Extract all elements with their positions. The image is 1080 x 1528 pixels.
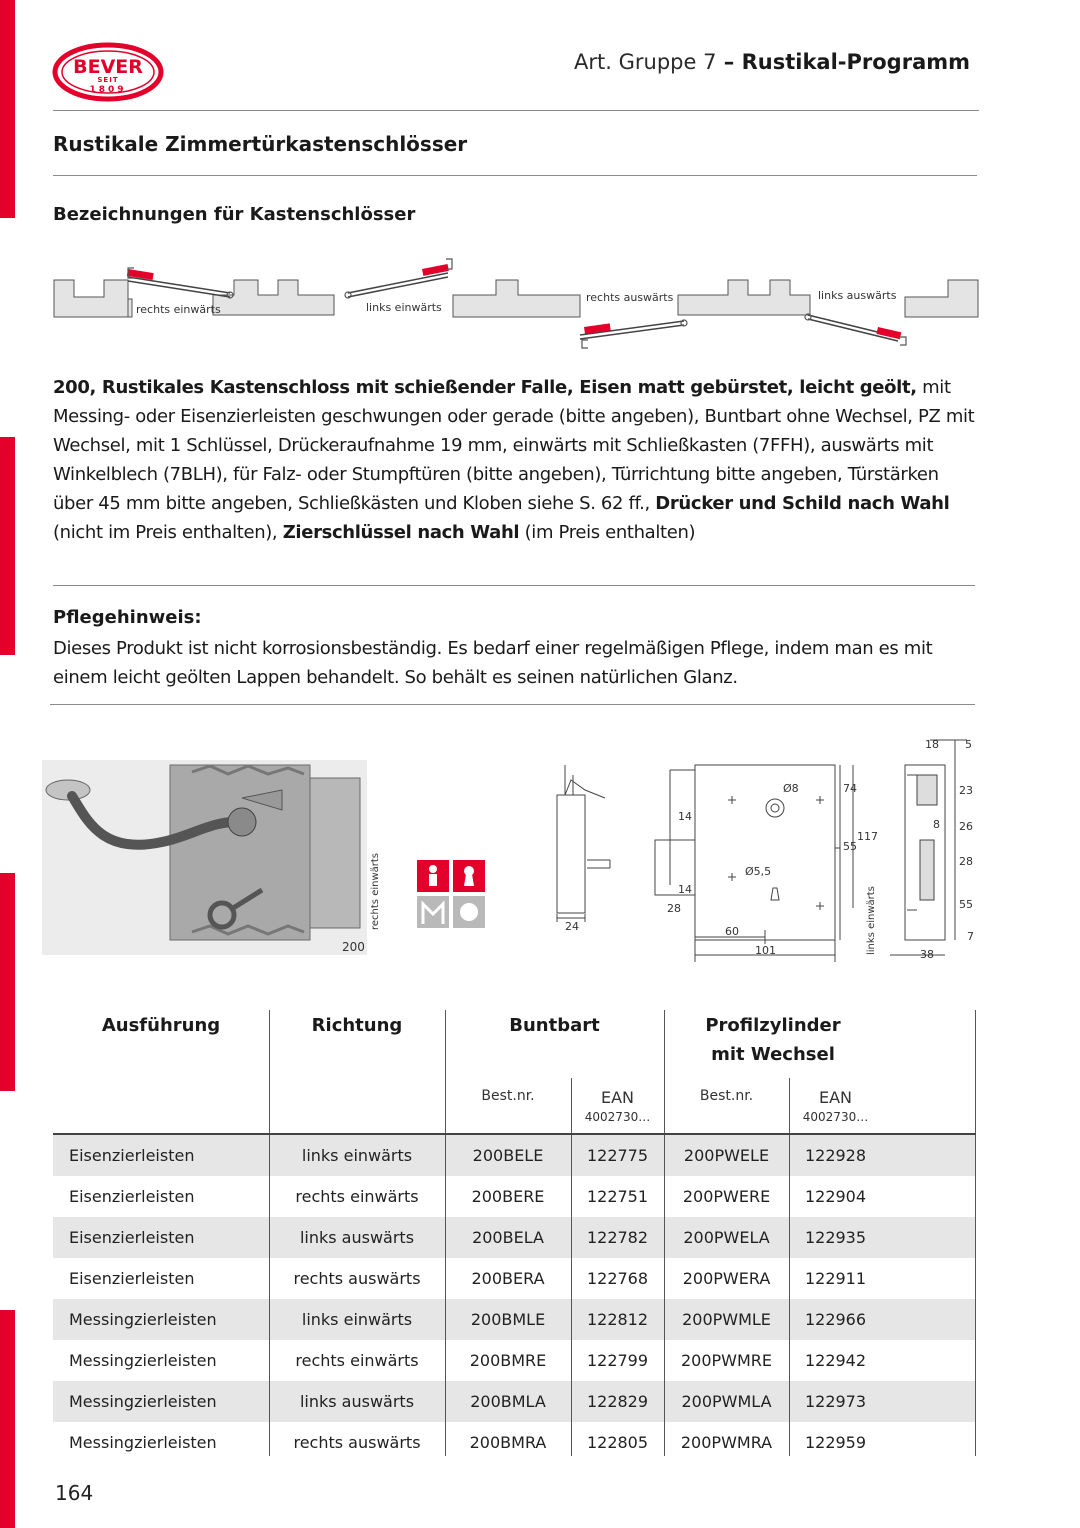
function-pictograms <box>417 860 485 928</box>
photo-caption: 200 <box>342 940 365 954</box>
table-row <box>53 1422 976 1463</box>
svg-text:28: 28 <box>667 902 681 915</box>
subheader-bestnr: Best.nr. <box>699 1088 754 1104</box>
cell-ausfuehrung: Messingzierleisten <box>69 1433 217 1452</box>
article-group: Art. Gruppe 7 <box>574 50 717 74</box>
cell-profil-bestnr: 200PWERE <box>682 1187 771 1206</box>
cell-buntbart-bestnr: 200BERE <box>471 1187 545 1206</box>
svg-text:55: 55 <box>843 840 857 853</box>
cell-profil-ean: 122928 <box>804 1146 867 1165</box>
cell-profil-ean: 122911 <box>804 1269 867 1288</box>
subheader-ean-prefix: 4002730… <box>584 1110 651 1124</box>
column-header-ausfuehrung: Ausführung <box>101 1015 221 1036</box>
svg-text:8: 8 <box>933 818 940 831</box>
cell-profil-bestnr: 200PWELE <box>683 1146 770 1165</box>
svg-text:28: 28 <box>959 855 973 868</box>
cell-ausfuehrung: Eisenzierleisten <box>69 1228 195 1247</box>
cell-profil-ean: 122966 <box>804 1310 867 1329</box>
column-header-buntbart: Buntbart <box>509 1015 600 1036</box>
svg-text:60: 60 <box>725 925 739 938</box>
cell-profil-bestnr: 200PWELA <box>683 1228 770 1247</box>
red-edge-marker <box>0 437 15 655</box>
cell-richtung: links auswärts <box>299 1392 415 1411</box>
description-bold-key: Zierschlüssel nach Wahl <box>282 522 520 543</box>
table-row <box>53 1299 976 1340</box>
care-note-title: Pflegehinweis: <box>53 607 202 628</box>
photo-direction-label: rechts einwärts <box>370 852 381 930</box>
svg-text:101: 101 <box>755 944 776 957</box>
page-number: 164 <box>55 1481 94 1505</box>
column-divider <box>975 1010 976 1456</box>
cell-buntbart-ean: 122829 <box>586 1392 649 1411</box>
product-description <box>53 373 983 547</box>
svg-text:Ø8: Ø8 <box>783 782 799 795</box>
page-header-title <box>574 50 970 74</box>
cell-buntbart-bestnr: 200BMLE <box>470 1310 546 1329</box>
cell-buntbart-ean: 122775 <box>586 1146 649 1165</box>
red-edge-marker <box>0 873 15 1091</box>
cell-buntbart-ean: 122782 <box>586 1228 649 1247</box>
svg-text:23: 23 <box>959 784 973 797</box>
svg-text:1809: 1809 <box>89 85 127 95</box>
divider <box>53 110 979 111</box>
cell-buntbart-bestnr: 200BELE <box>472 1146 544 1165</box>
cell-buntbart-ean: 122799 <box>586 1351 649 1370</box>
svg-text:38: 38 <box>920 948 934 961</box>
product-photo <box>42 760 367 955</box>
red-edge-marker <box>0 0 15 218</box>
door-direction-diagram <box>48 255 982 355</box>
subheader-ean: EAN <box>818 1088 853 1107</box>
cell-buntbart-bestnr: 200BMLA <box>470 1392 546 1411</box>
divider <box>53 585 975 586</box>
cell-profil-ean: 122942 <box>804 1351 867 1370</box>
cell-profil-ean: 122904 <box>804 1187 867 1206</box>
cell-richtung: links auswärts <box>299 1228 415 1247</box>
divider <box>50 704 975 705</box>
table-row <box>53 1217 976 1258</box>
column-header-profilzylinder: Profilzylinder <box>705 1015 841 1036</box>
svg-text:26: 26 <box>959 820 973 833</box>
cell-buntbart-bestnr: 200BMRA <box>469 1433 547 1452</box>
technical-drawing <box>535 730 985 970</box>
svg-text:14: 14 <box>678 810 692 823</box>
svg-text:117: 117 <box>857 830 878 843</box>
cell-profil-bestnr: 200PWMRA <box>680 1433 773 1452</box>
cell-buntbart-ean: 122768 <box>586 1269 649 1288</box>
red-edge-marker <box>0 1310 15 1528</box>
svg-text:24: 24 <box>565 920 579 933</box>
cell-buntbart-ean: 122751 <box>586 1187 649 1206</box>
cell-ausfuehrung: Messingzierleisten <box>69 1310 217 1329</box>
cell-ausfuehrung: Eisenzierleisten <box>69 1187 195 1206</box>
cell-ausfuehrung: Messingzierleisten <box>69 1392 217 1411</box>
svg-text:74: 74 <box>843 782 857 795</box>
cell-profil-bestnr: 200PWMLA <box>681 1392 772 1411</box>
cell-profil-ean: 122959 <box>804 1433 867 1452</box>
svg-text:14: 14 <box>678 883 692 896</box>
column-header-richtung: Richtung <box>311 1015 403 1036</box>
cell-buntbart-bestnr: 200BMRE <box>469 1351 547 1370</box>
cell-profil-bestnr: 200PWMRE <box>680 1351 773 1370</box>
svg-text:BEVER: BEVER <box>73 56 143 78</box>
cell-profil-bestnr: 200PWMLE <box>682 1310 771 1329</box>
header-dash: – <box>716 50 742 74</box>
cell-richtung: links einwärts <box>301 1310 413 1329</box>
cell-ausfuehrung: Eisenzierleisten <box>69 1269 195 1288</box>
cell-ausfuehrung: Eisenzierleisten <box>69 1146 195 1165</box>
column-divider <box>664 1010 665 1456</box>
care-note-text: Dieses Produkt ist nicht korrosionsbeständig. Es bedarf einer regelmäßigen Pflege, indem man es mit einem leicht geölten Lappen behandelt. So behält es seinen natürlichen Glanz. <box>53 638 933 688</box>
bever-logo <box>52 42 164 102</box>
table-header-rule <box>53 1133 976 1135</box>
table-row <box>53 1258 976 1299</box>
cell-buntbart-ean: 122805 <box>586 1433 649 1452</box>
program-name: Rustikal-Programm <box>741 50 970 74</box>
svg-text:18: 18 <box>925 738 939 751</box>
svg-text:rechts einwärts: rechts einwärts <box>136 303 221 316</box>
svg-text:rechts auswärts: rechts auswärts <box>586 291 674 304</box>
drawing-direction-label: links einwärts <box>866 886 877 955</box>
description-text: (nicht im Preis enthalten), <box>53 522 283 543</box>
cell-profil-bestnr: 200PWERA <box>682 1269 771 1288</box>
cell-buntbart-ean: 122812 <box>586 1310 649 1329</box>
cell-buntbart-bestnr: 200BELA <box>472 1228 544 1247</box>
section-title: Rustikale Zimmertürkastenschlösser <box>53 132 468 156</box>
subsection-title: Bezeichnungen für Kastenschlösser <box>53 204 416 225</box>
svg-text:links einwärts: links einwärts <box>366 301 442 314</box>
column-header-mit-wechsel: mit Wechsel <box>711 1044 835 1065</box>
table-row <box>53 1176 976 1217</box>
svg-text:7: 7 <box>967 930 974 943</box>
cell-richtung: rechts einwärts <box>295 1187 419 1206</box>
cell-richtung: rechts auswärts <box>293 1269 421 1288</box>
table-row <box>53 1381 976 1422</box>
description-bold-handle: Drücker und Schild nach Wahl <box>655 493 950 514</box>
cell-profil-ean: 122935 <box>804 1228 867 1247</box>
cell-richtung: rechts einwärts <box>295 1351 419 1370</box>
cell-buntbart-bestnr: 200BERA <box>471 1269 545 1288</box>
subheader-bestnr: Best.nr. <box>481 1088 535 1104</box>
table-row <box>53 1135 976 1176</box>
subheader-ean-prefix: 4002730… <box>802 1110 869 1124</box>
divider <box>53 175 977 176</box>
description-bold-lead: 200, Rustikales Kastenschloss mit schießender Falle, Eisen matt gebürstet, leicht geölt, <box>53 377 917 398</box>
subheader-ean: EAN <box>600 1088 635 1107</box>
svg-text:55: 55 <box>959 898 973 911</box>
table-row <box>53 1340 976 1381</box>
cell-ausfuehrung: Messingzierleisten <box>69 1351 217 1370</box>
column-divider <box>445 1010 446 1456</box>
cell-richtung: rechts auswärts <box>293 1433 421 1452</box>
description-text: mit Messing- oder Eisenzierleisten geschwungen oder gerade (bitte angeben), Buntbart ohne Wechsel, PZ mit Wechsel, mit 1 Schlüssel, Drückeraufnahme 19 mm, einwärts mit Schließkasten (7FFH), auswärts mit Winkelblech (7BLH), für Falz- oder Stumpftüren (bitte angeben), Türrichtung bitte angeben, Türstärken über 45 mm bitte angeben, Schließkästen und Kloben siehe S. 62 ff., <box>53 377 975 514</box>
column-divider <box>269 1010 270 1456</box>
svg-text:5: 5 <box>965 738 972 751</box>
svg-text:Ø5,5: Ø5,5 <box>745 865 772 878</box>
description-text: (im Preis enthalten) <box>519 522 696 543</box>
cell-richtung: links einwärts <box>301 1146 413 1165</box>
svg-text:links auswärts: links auswärts <box>818 289 897 302</box>
svg-text:SEIT: SEIT <box>97 76 119 84</box>
cell-profil-ean: 122973 <box>804 1392 867 1411</box>
